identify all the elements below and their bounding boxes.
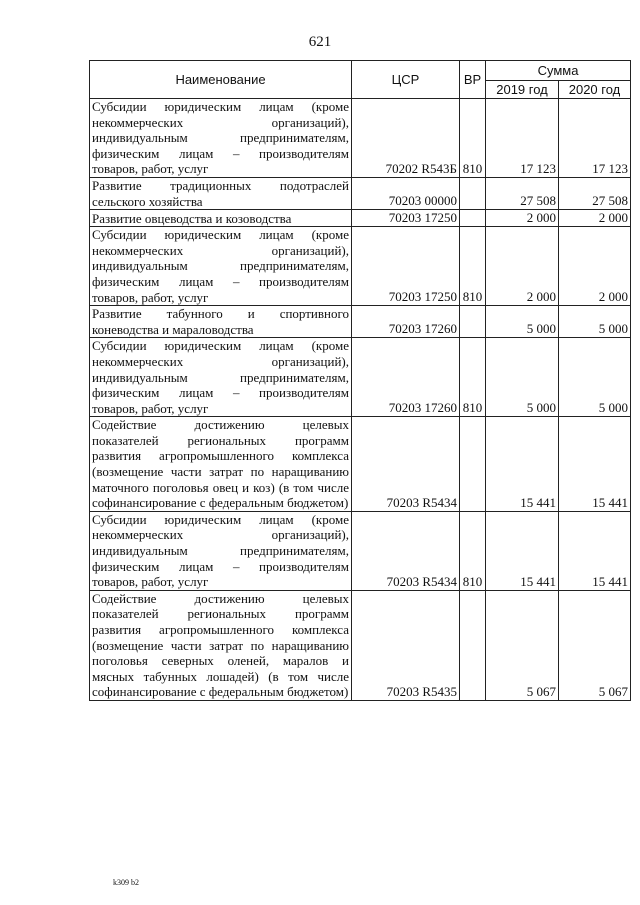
- row-csr: 70203 00000: [352, 177, 460, 209]
- row-csr: 70203 17250: [352, 227, 460, 306]
- table-row: [90, 338, 631, 417]
- row-name: Субсидии юридическим лицам (кроме некоммерческих организаций), индивидуальным предпринимателям, физическим лицам – производителям товаров, работ, услуг: [90, 511, 352, 590]
- row-vr: 810: [460, 338, 486, 417]
- row-sum-2020: 17 123: [559, 99, 631, 178]
- row-sum-2019: 17 123: [486, 99, 559, 178]
- row-vr: [460, 177, 486, 209]
- table-row: [90, 590, 631, 700]
- table-row: [90, 227, 631, 306]
- table-row: [90, 306, 631, 338]
- row-vr: [460, 590, 486, 700]
- row-sum-2019: 5 000: [486, 338, 559, 417]
- header-vr: ВР: [460, 61, 486, 99]
- row-csr: 70203 R5434: [352, 511, 460, 590]
- header-year-2019: 2019 год: [486, 81, 559, 99]
- table-row: [90, 177, 631, 209]
- row-name: Развитие овцеводства и козоводства: [90, 210, 352, 227]
- row-sum-2019: 2 000: [486, 210, 559, 227]
- row-sum-2019: 27 508: [486, 177, 559, 209]
- row-vr: [460, 306, 486, 338]
- row-sum-2020: 15 441: [559, 511, 631, 590]
- row-name: Субсидии юридическим лицам (кроме некоммерческих организаций), индивидуальным предпринимателям, физическим лицам – производителям товаров, работ, услуг: [90, 338, 352, 417]
- header-name: Наименование: [90, 61, 352, 99]
- row-sum-2019: 5 067: [486, 590, 559, 700]
- row-name: Развитие традиционных подотраслей сельского хозяйства: [90, 177, 352, 209]
- row-sum-2019: 15 441: [486, 417, 559, 512]
- row-vr: [460, 417, 486, 512]
- row-sum-2019: 5 000: [486, 306, 559, 338]
- header-sum: Сумма: [486, 61, 631, 81]
- table-row: [90, 99, 631, 178]
- row-csr: 70202 R543Б: [352, 99, 460, 178]
- row-name: Субсидии юридическим лицам (кроме некоммерческих организаций), индивидуальным предпринимателям, физическим лицам – производителям товаров, работ, услуг: [90, 227, 352, 306]
- row-sum-2019: 15 441: [486, 511, 559, 590]
- row-vr: [460, 210, 486, 227]
- row-sum-2020: 5 000: [559, 338, 631, 417]
- row-csr: 70203 17250: [352, 210, 460, 227]
- row-name: Развитие табунного и спортивного коневодства и мараловодства: [90, 306, 352, 338]
- row-sum-2020: 2 000: [559, 227, 631, 306]
- table-row: [90, 417, 631, 512]
- table-row: [90, 210, 631, 227]
- table-row: [90, 511, 631, 590]
- row-sum-2019: 2 000: [486, 227, 559, 306]
- row-csr: 70203 17260: [352, 306, 460, 338]
- row-vr: 810: [460, 511, 486, 590]
- header-year-2020: 2020 год: [559, 81, 631, 99]
- row-vr: 810: [460, 99, 486, 178]
- row-sum-2020: 27 508: [559, 177, 631, 209]
- row-sum-2020: 5 067: [559, 590, 631, 700]
- row-csr: 70203 17260: [352, 338, 460, 417]
- row-csr: 70203 R5435: [352, 590, 460, 700]
- row-name: Содействие достижению целевых показателей региональных программ развития агропромышленного комплекса (возмещение части затрат по наращиванию маточного поголовья овец и коз) (в том числе софинансирование с федеральным бюджетом): [90, 417, 352, 512]
- footer-code: k309 b2: [113, 878, 139, 887]
- row-sum-2020: 2 000: [559, 210, 631, 227]
- row-sum-2020: 15 441: [559, 417, 631, 512]
- row-vr: 810: [460, 227, 486, 306]
- row-csr: 70203 R5434: [352, 417, 460, 512]
- row-name: Содействие достижению целевых показателей региональных программ развития агропромышленного комплекса (возмещение части затрат по наращиванию поголовья северных оленей, маралов и мясных табунных лошадей) (в том числе софинансирование с федеральным бюджетом): [90, 590, 352, 700]
- row-name: Субсидии юридическим лицам (кроме некоммерческих организаций), индивидуальным предпринимателям, физическим лицам – производителям товаров, работ, услуг: [90, 99, 352, 178]
- row-sum-2020: 5 000: [559, 306, 631, 338]
- header-csr: ЦСР: [352, 61, 460, 99]
- budget-table: [89, 60, 631, 701]
- page-number: 621: [308, 34, 332, 50]
